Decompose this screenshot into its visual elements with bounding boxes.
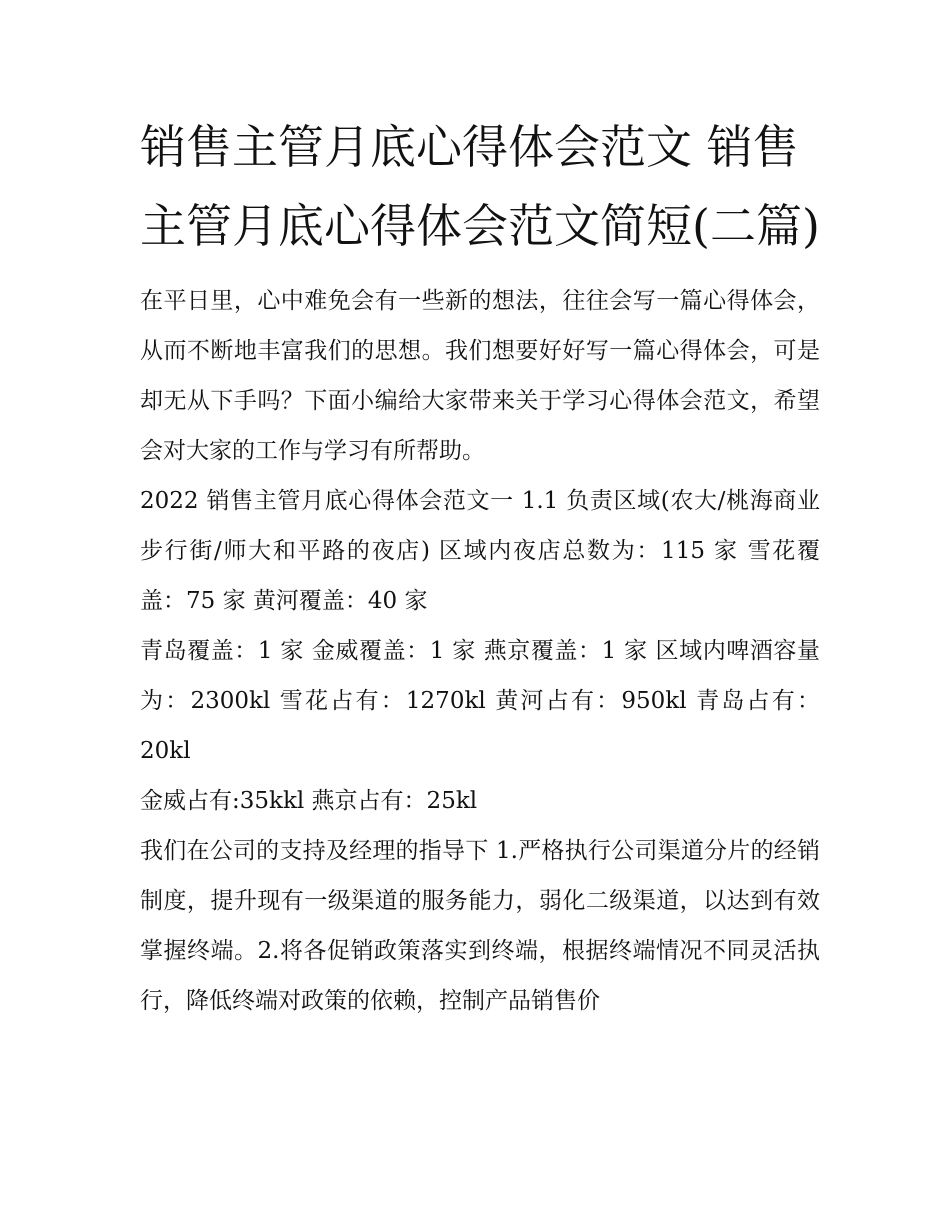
paragraph-coverage: 青岛覆盖：1 家 金威覆盖：1 家 燕京覆盖：1 家 区域内啤酒容量为：2300kl 雪花占有：1270kl 黄河占有：950kl 青岛占有：20kl	[140, 638, 820, 764]
paragraph-strategy: 我们在公司的支持及经理的指导下 1.严格执行公司渠道分片的经销制度，提升现有一级渠道的服务能力，弱化二级渠道，以达到有效掌握终端。2.将各促销政策落实到终端，根据终端情况不同灵活执行，降低终端对政策的依赖，控制产品销售价	[140, 838, 820, 1014]
paragraph-region: 2022 销售主管月底心得体会范文一 1.1 负责区域(农大/桃海商业步行街/师大和平路的夜店) 区域内夜店总数为：115 家 雪花覆盖：75 家 黄河覆盖：40 家	[140, 488, 820, 614]
document-page	[140, 108, 820, 1026]
document-title: 销售主管月底心得体会范文 销售主管月底心得体会范文简短(二篇)	[140, 120, 820, 253]
paragraph-intro: 在平日里，心中难免会有一些新的想法，往往会写一篇心得体会，从而不断地丰富我们的思想。我们想要好好写一篇心得体会，可是却无从下手吗？下面小编给大家带来关于学习心得体会范文，希望会对大家的工作与学习有所帮助。	[140, 288, 820, 464]
paragraph-share: 金威占有:35kkl 燕京占有：25kl	[140, 788, 478, 814]
